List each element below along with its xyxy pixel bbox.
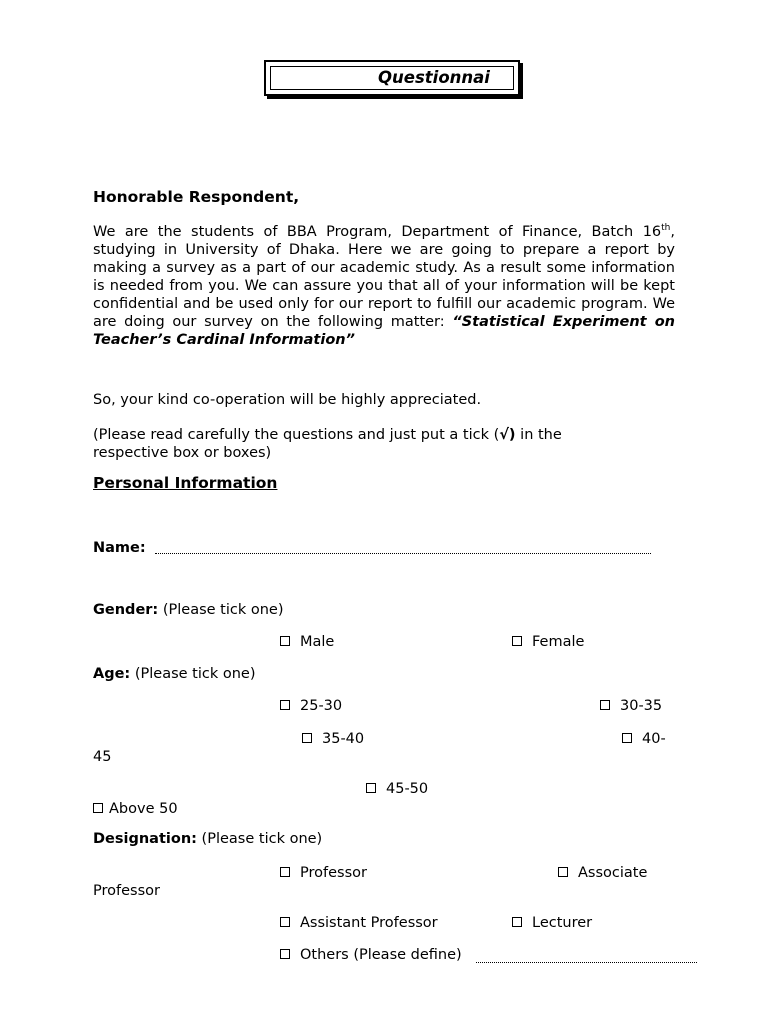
option-label: 45-50: [386, 781, 429, 797]
checkbox-icon[interactable]: [280, 636, 290, 646]
gender-hint: (Please tick one): [158, 602, 284, 618]
option-45-50[interactable]: [366, 780, 428, 798]
gender-row: [93, 601, 284, 619]
designation-row: [93, 830, 322, 848]
checkbox-icon[interactable]: [558, 867, 568, 877]
associate-professor-wrap: Professor: [93, 883, 160, 899]
greeting: Honorable Respondent,: [93, 188, 300, 206]
name-label: Name:: [93, 540, 146, 556]
intro-superscript: th: [661, 223, 671, 233]
intro-paragraph: [93, 219, 675, 349]
checkbox-icon[interactable]: [93, 803, 103, 813]
option-label: 25-30: [300, 698, 343, 714]
option-label: Female: [532, 634, 585, 650]
option-label: Lecturer: [532, 915, 593, 931]
option-40-45-wrap: 45: [93, 749, 112, 765]
instruction-text: [93, 426, 693, 462]
name-field[interactable]: [155, 553, 651, 554]
age-row: [93, 665, 256, 683]
intro-text-after: , studying in University of Dhaka. Here we are going to prepare a report by making a survey as a part of our academic study. As a result some information is needed from you. We can assure you that all of your information will be kept confidential and be used only for our report to fulfill our academic program. We are doing our survey on the following matter:: [93, 223, 675, 330]
checkbox-icon[interactable]: [622, 733, 632, 743]
cooperation-text: So, your kind co-operation will be highly appreciated.: [93, 392, 482, 408]
checkbox-icon[interactable]: [280, 949, 290, 959]
option-female[interactable]: [512, 633, 584, 651]
survey-topic: “Statistical Experiment on Teacher’s Cardinal Information”: [93, 313, 676, 348]
option-35-40[interactable]: [302, 730, 364, 748]
tick-symbol: √): [499, 427, 516, 443]
instruction-after: in the: [515, 427, 562, 443]
others-define-field[interactable]: [476, 962, 697, 963]
option-label: Male: [300, 634, 335, 650]
option-male[interactable]: [280, 633, 334, 651]
option-above-50[interactable]: [93, 800, 178, 818]
option-label: 40-: [642, 731, 666, 747]
checkbox-icon[interactable]: [280, 700, 290, 710]
checkbox-icon[interactable]: [366, 783, 376, 793]
designation-hint: (Please tick one): [196, 831, 323, 847]
checkbox-icon[interactable]: [600, 700, 610, 710]
option-25-30[interactable]: [280, 697, 342, 715]
option-lecturer[interactable]: [512, 914, 592, 932]
gender-label: Gender:: [93, 602, 159, 618]
section-title: Personal Information: [93, 474, 278, 492]
name-row: [93, 539, 146, 557]
option-label: Others (Please define): [300, 947, 462, 963]
checkbox-icon[interactable]: [512, 636, 522, 646]
option-label: Associate: [578, 865, 648, 881]
option-30-35[interactable]: [600, 697, 662, 715]
option-others[interactable]: [280, 946, 462, 964]
checkbox-icon[interactable]: [280, 917, 290, 927]
option-label: Professor: [300, 865, 367, 881]
age-label: Age:: [93, 666, 131, 682]
option-assistant-professor[interactable]: [280, 914, 438, 932]
option-label: 30-35: [620, 698, 663, 714]
option-label: Assistant Professor: [300, 915, 438, 931]
instruction-before: (Please read carefully the questions and just put a tick (: [93, 427, 500, 443]
checkbox-icon[interactable]: [280, 867, 290, 877]
option-professor[interactable]: [280, 864, 367, 882]
checkbox-icon[interactable]: [512, 917, 522, 927]
age-hint: (Please tick one): [130, 666, 256, 682]
option-associate-professor[interactable]: [558, 864, 647, 882]
instruction-line2: respective box or boxes): [93, 445, 272, 461]
page-title: Questionnai: [378, 68, 490, 87]
checkbox-icon[interactable]: [302, 733, 312, 743]
designation-label: Designation:: [93, 831, 197, 847]
option-label: Above 50: [109, 801, 178, 817]
option-40-45[interactable]: [622, 730, 666, 748]
option-label: 35-40: [322, 731, 365, 747]
title-box: [264, 60, 520, 96]
intro-text-before: We are the students of BBA Program, Department of Finance, Batch 16: [93, 223, 662, 240]
